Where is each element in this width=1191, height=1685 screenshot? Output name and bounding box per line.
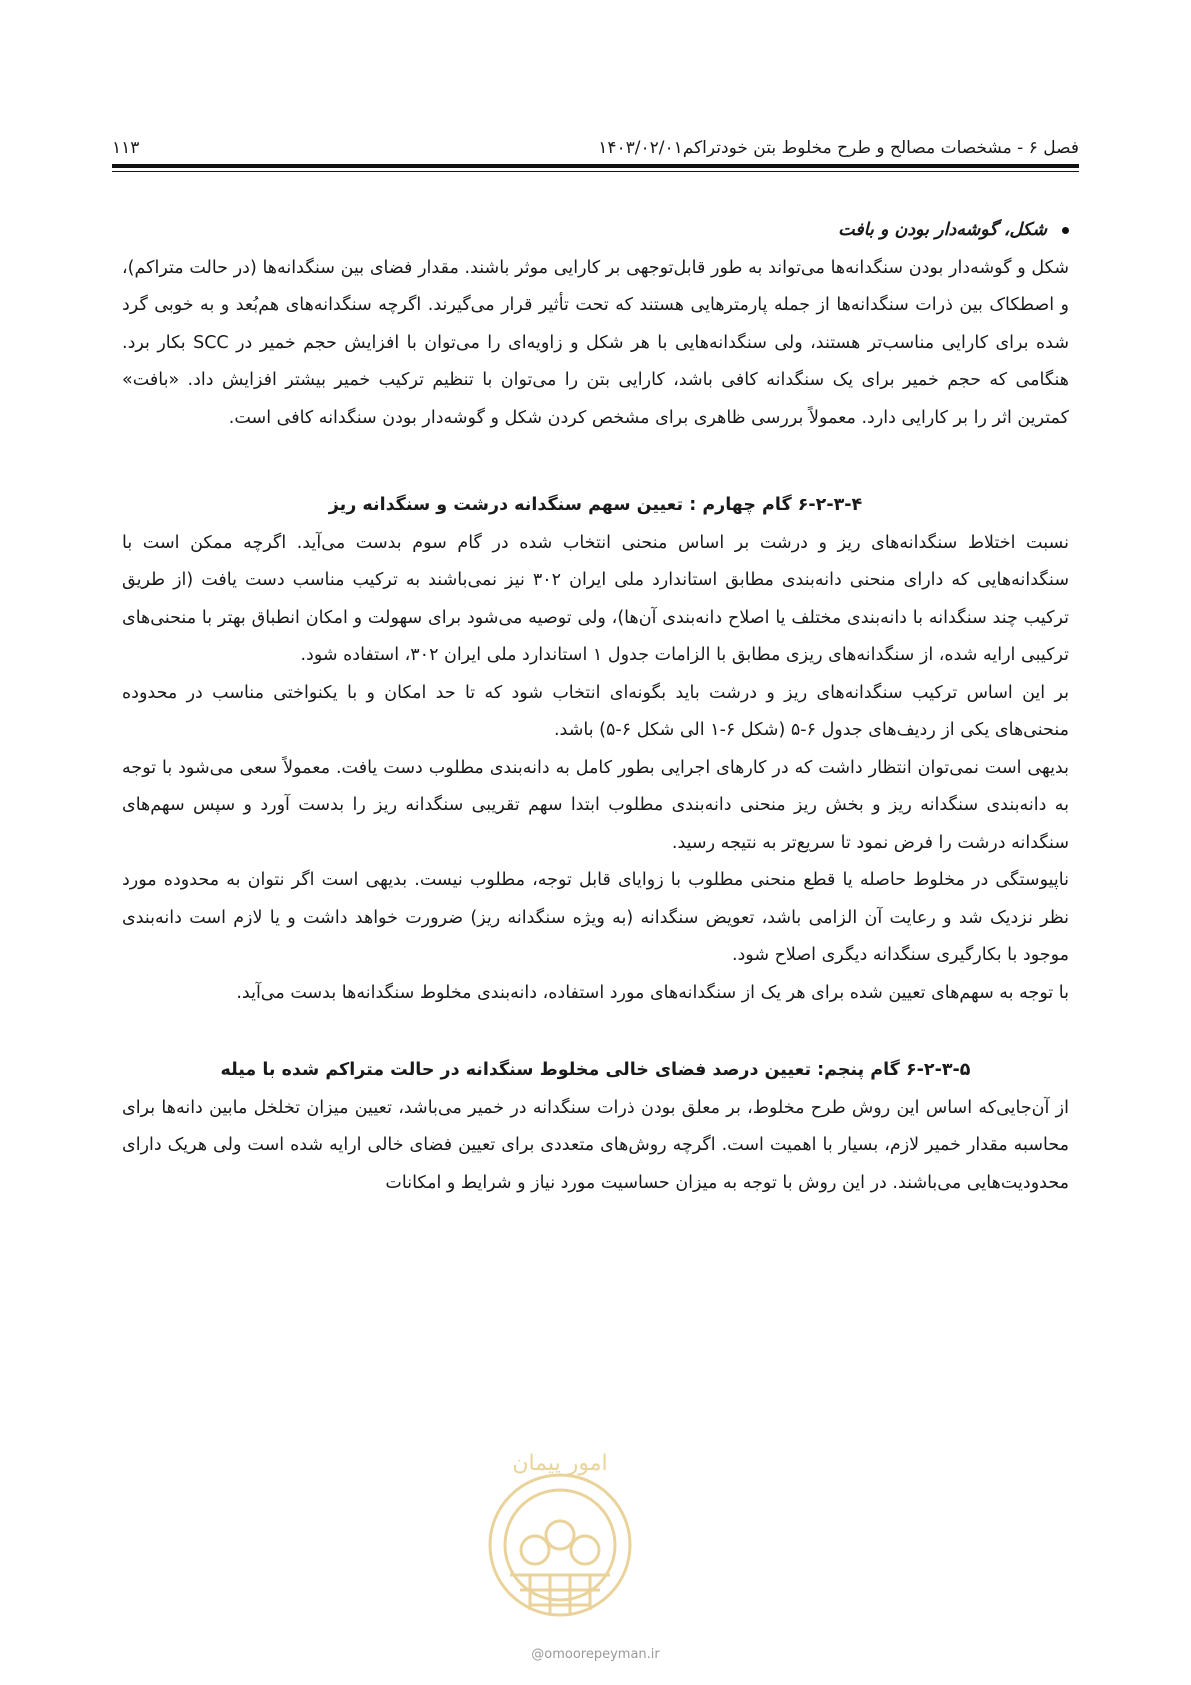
bullet-icon [1062,227,1069,234]
page-number: ۱۱۳ [112,138,140,158]
paragraph-step4-1: نسبت اختلاط سنگدانه‌های ریز و درشت بر اساس منحنی انتخاب شده در گام سوم بدست می‌آید. اگرچه ممکن است با سنگدانه‌هایی که دارای منحنی دانه‌بندی مطابق استاندارد ملی ایران ۳۰۲ نیز نمی‌باشند به ترکیب مناسب دست یافت (از طریق ترکیب چند سنگدانه با دانه‌بندی مختلف یا اصلاح دانه‌بندی آن‌ها)، ولی توصیه می‌شود برای سهولت و امکان انطباق بهتر با منحنی‌های ترکیبی ارایه شده، از سنگدانه‌های ریزی مطابق با الزامات جدول ۱ استاندارد ملی ایران ۳۰۲، استفاده شود. [122,532,1069,665]
bullet-heading-shape [122,212,1069,250]
paragraph-step5: از آن‌جایی‌که اساس این روش طرح مخلوط، بر معلق بودن ذرات سنگدانه در خمیر می‌باشد، تعیین میزان تخلخل مابین دانه‌ها برای محاسبه مقدار خمیر لازم، بسیار با اهمیت است. اگرچه روش‌های متعددی برای تعیین فضای خالی ارایه شده است ولی هریک دارای محدودیت‌هایی می‌باشند. در این روش با توجه به میزان حساسیت مورد نیاز و شرایط و امکانات [122,1097,1069,1193]
page-body [122,212,1069,1202]
paragraph-shape: شکل و گوشه‌دار بودن سنگدانه‌ها می‌تواند به طور قابل‌توجهی بر کارایی موثر باشند. مقدار فضای بین سنگدانه‌ها (در حالت متراکم)، و اصطکاک بین ذرات سنگدانه‌ها از جمله پارمترهایی هستند که تحت تأثیر قرار می‌گیرند. اگرچه سنگدانه‌های هم‌بُعد و به خوبی گرد شده برای کارایی مناسب‌تر هستند، ولی سنگدانه‌هایی با هر شکل و زاویه‌ای را می‌توان با افزایش حجم خمیر در SCC بکار برد. هنگامی که حجم خمیر برای یک سنگدانه کافی باشد، کارایی بتن را می‌توان با تنظیم ترکیب خمیر بیشتر افزایش داد. «بافت» کمترین اثر را بر کارایی دارد. معمولاً بررسی ظاهری برای مشخص کردن شکل و گوشه‌دار بودن سنگدانه کافی است. [122,257,1070,428]
watermark-logo-text: امور پیمان [512,1451,608,1476]
paragraph-step4-2: بر این اساس ترکیب سنگدانه‌های ریز و درشت باید بگونه‌ای انتخاب شود که تا حد امکان و با یکنواختی مناسب در محدوده منحنی‌های یکی از ردیف‌های جدول ۶-۵ (شکل ۶-۱ الی شکل ۶-۵) باشد. [122,682,1069,740]
paragraph-step4-3: بدیهی است نمی‌توان انتظار داشت که در کارهای اجرایی بطور کامل به دانه‌بندی مطلوب دست یافت. معمولاً سعی می‌شود با توجه به دانه‌بندی سنگدانه ریز و بخش ریز منحنی دانه‌بندی مطلوب ابتدا سهم تقریبی سنگدانه ریز را بدست آورد و سپس سهم‌های سنگدانه درشت را فرض نمود تا سریع‌تر به نتیجه رسید. [122,757,1069,853]
chapter-title: فصل ۶ - مشخصات مصالح و طرح مخلوط بتن خودتراکم۱۴۰۳/۰۲/۰۱ [598,138,1079,158]
paragraph-step4-5: با توجه به سهم‌های تعیین شده برای هر یک از سنگدانه‌های مورد استفاده، دانه‌بندی مخلوط سنگدانه‌ها بدست می‌آید. [236,982,1069,1003]
watermark-site: @omoorepeyman.ir [531,1647,660,1662]
header-rule-thick [112,164,1079,168]
section-heading-step5: ۶-۲-۳-۵ گام پنجم: تعیین درصد فضای خالی مخلوط سنگدانه در حالت متراکم شده با میله [220,1060,971,1080]
watermark-logo [475,1435,645,1635]
bullet-heading-text: شکل، گوشه‌دار بودن و بافت [838,220,1047,240]
paragraph-step4-4: ناپیوستگی در مخلوط حاصله یا قطع منحنی مطلوب با زوایای قابل توجه، مطلوب نیست. بدیهی است اگر نتوان به محدوده مورد نظر نزدیک شد و رعایت آن الزامی باشد، تعویض سنگدانه (به ویژه سنگدانه ریز) ضرورت خواهد داشت و یا لازم است دانه‌بندی موجود با بکارگیری سنگدانه دیگری اصلاح شود. [122,870,1069,965]
page-header [112,128,1079,158]
section-heading-step4: ۶-۲-۳-۴ گام چهارم : تعیین سهم سنگدانه درشت و سنگدانه ریز [328,495,863,515]
header-rule-thin [112,171,1079,172]
